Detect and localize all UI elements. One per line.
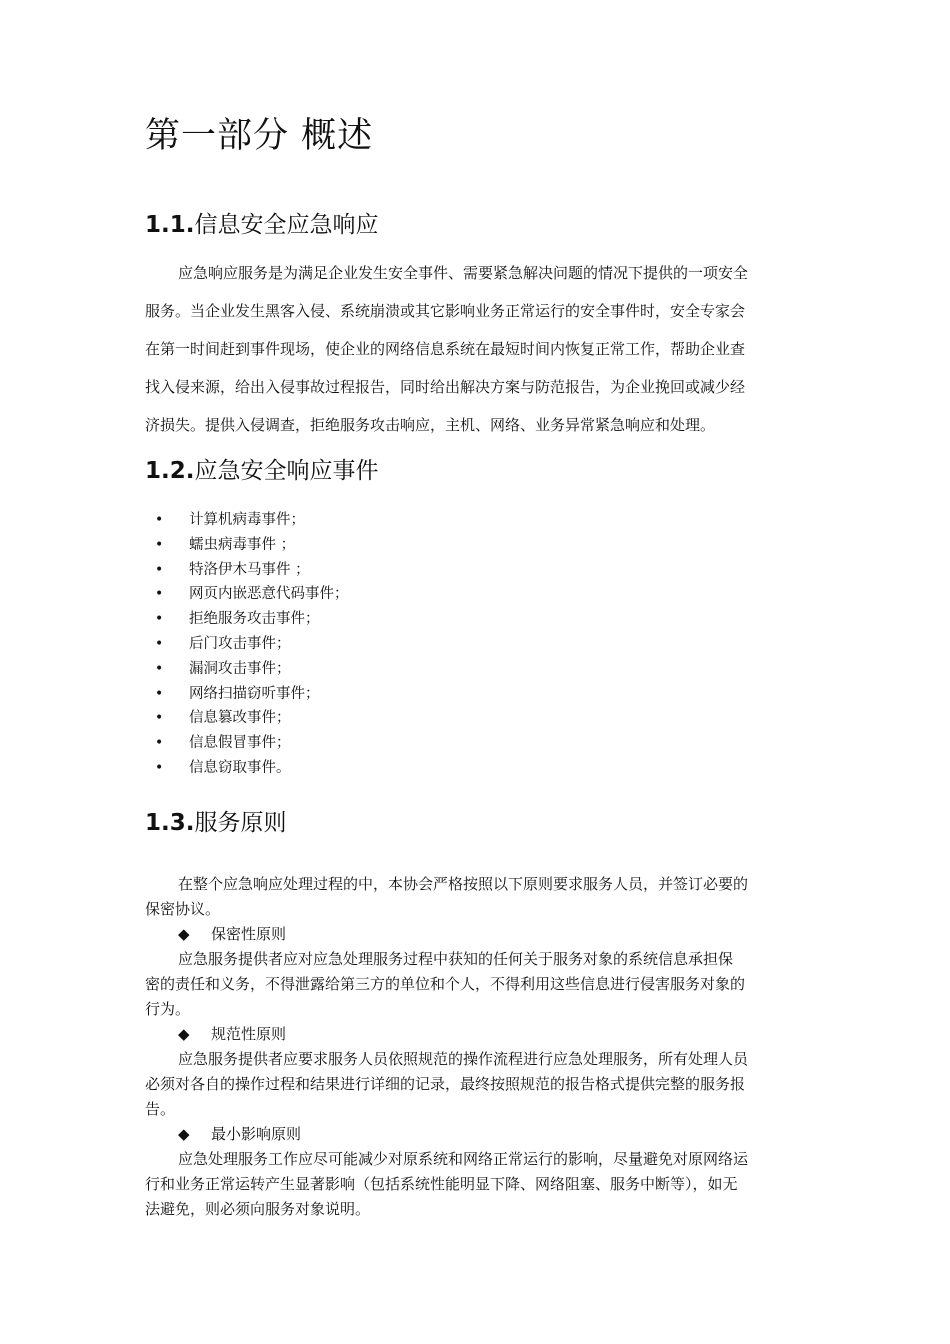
section-number: 1.1. [145, 212, 195, 238]
paragraph-line: 服务。当企业发生黑客入侵、系统崩溃或其它影响业务正常运行的安全事件时，安全专家会 [145, 302, 746, 320]
list-item-text: 计算机病毒事件； [189, 512, 305, 528]
list-item-text: 蠕虫病毒事件 ； [189, 536, 296, 553]
bullet-icon: • [155, 660, 164, 677]
bullet-icon: • [155, 561, 164, 578]
diamond-bullet-icon: ◆ [178, 1125, 190, 1143]
list-item [145, 582, 349, 607]
bullet-icon: • [155, 685, 164, 702]
paragraph-line: 济损失。提供入侵调查，拒绝服务攻击响应，主机、网络、业务异常紧急响应和处理。 [145, 416, 716, 434]
list-item-text: 后门攻击事件； [189, 635, 291, 652]
paragraph-line: 法避免，则必须向服务对象说明。 [145, 1200, 371, 1218]
list-item-text: 网页内嵌恶意代码事件； [189, 586, 349, 603]
paragraph-line: 找入侵来源，给出入侵事故过程报告，同时给出解决方案与防范报告，为企业挽回或减少经 [145, 378, 746, 396]
section-heading-1-1 [145, 206, 378, 239]
bullet-icon: • [155, 759, 164, 776]
list-item [145, 657, 349, 682]
diamond-bullet-icon: ◆ [178, 1025, 190, 1043]
section-heading-1-3 [145, 804, 286, 837]
list-item-text: 漏洞攻击事件； [189, 660, 291, 677]
principle-heading [145, 1022, 807, 1047]
list-item [145, 682, 349, 707]
bullet-icon: • [155, 586, 164, 603]
paragraph-line: 告。 [145, 1100, 176, 1118]
paragraph-line: 必须对各自的操作过程和结果进行详细的记录，最终按照规范的报告格式提供完整的服务报 [145, 1075, 746, 1093]
bullet-icon: • [155, 536, 164, 553]
bullet-icon: • [155, 611, 164, 628]
section-title: 应急安全响应事件 [194, 458, 379, 484]
list-item [145, 731, 349, 756]
section-title: 服务原则 [194, 810, 287, 836]
paragraph-line: 行为。 [145, 1000, 191, 1018]
list-item-text: 特洛伊木马事件 ； [189, 561, 310, 578]
section-title: 信息安全应急响应 [194, 212, 379, 238]
paragraph-line: 密的责任和义务，不得泄露给第三方的单位和个人，不得利用这些信息进行侵害服务对象的 [145, 975, 746, 993]
paragraph-line: 应急响应服务是为满足企业发生安全事件、需要紧急解决问题的情况下提供的一项安全 [178, 264, 749, 282]
diamond-bullet-icon: ◆ [178, 925, 190, 943]
list-item [145, 607, 349, 632]
paragraph-line: 行和业务正常运转产生显著影响（包括系统性能明显下降、网络阻塞、服务中断等），如无 [145, 1175, 738, 1193]
bullet-icon: • [155, 710, 164, 727]
section-number: 1.3. [145, 810, 195, 836]
bullet-icon: • [155, 635, 164, 652]
list-item [145, 706, 349, 731]
principle-title: 保密性原则 [211, 925, 287, 943]
principle-title: 最小影响原则 [211, 1125, 302, 1143]
list-item [145, 508, 349, 533]
list-item-text: 信息篡改事件； [189, 710, 291, 727]
bullet-icon: • [155, 735, 164, 752]
list-item-text: 拒绝服务攻击事件； [189, 611, 320, 628]
paragraph-line: 应急服务提供者应要求服务人员依照规范的操作流程进行应急处理服务，所有处理人员 [178, 1050, 749, 1068]
list-item-text: 信息窃取事件。 [189, 759, 291, 776]
section-heading-1-2 [145, 452, 378, 485]
paragraph-line: 保密协议。 [145, 900, 221, 918]
list-item [145, 756, 349, 781]
list-item [145, 533, 349, 558]
principle-heading [145, 922, 807, 947]
intro-paragraph [145, 254, 807, 444]
section-number: 1.2. [145, 458, 195, 484]
list-item [145, 558, 349, 583]
bullet-icon: • [155, 512, 164, 528]
paragraph-line: 在整个应急响应处理过程的中，本协会严格按照以下原则要求服务人员，并签订必要的 [178, 875, 749, 893]
principle-heading [145, 1122, 807, 1147]
paragraph-line: 应急处理服务工作应尽可能减少对原系统和网络正常运行的影响，尽量避免对原网络运 [178, 1150, 749, 1168]
list-item-text: 网络扫描窃听事件； [189, 685, 320, 702]
event-list [145, 508, 349, 781]
principle-title: 规范性原则 [211, 1025, 287, 1043]
paragraph-line: 在第一时间赶到事件现场，使企业的网络信息系统在最短时间内恢复正常工作，帮助企业查 [145, 340, 746, 358]
paragraph-line: 应急服务提供者应对应急处理服务过程中获知的任何关于服务对象的系统信息承担保 [178, 950, 734, 968]
list-item-text: 信息假冒事件； [189, 735, 291, 752]
list-item [145, 632, 349, 657]
principles-section [145, 872, 807, 1222]
part-title: 第一部分 概述 [145, 116, 374, 156]
